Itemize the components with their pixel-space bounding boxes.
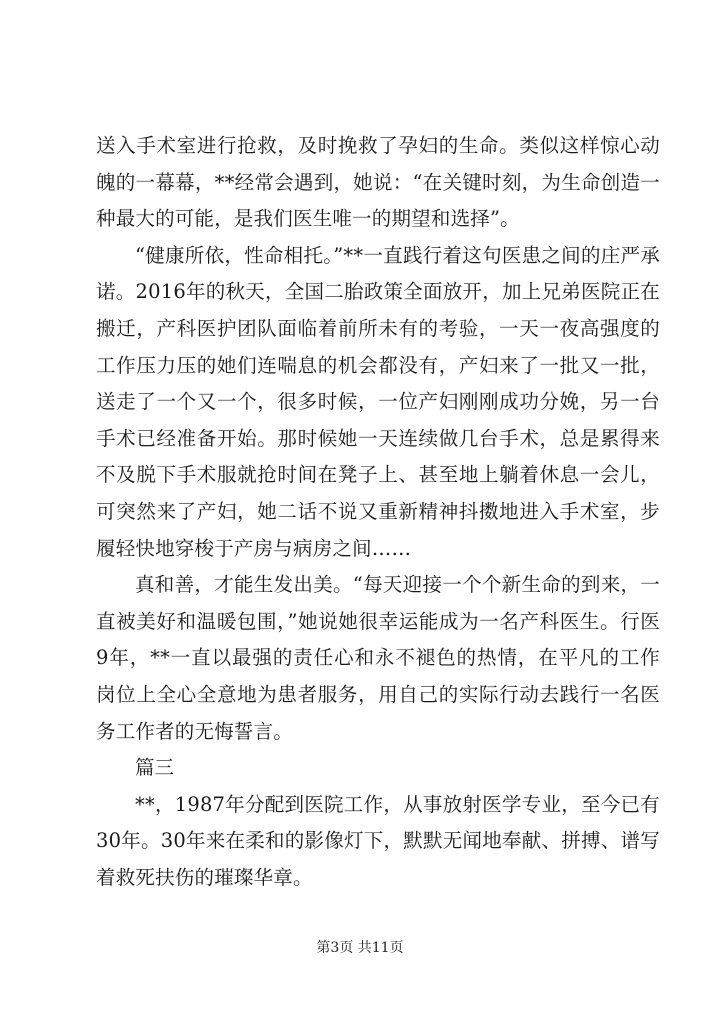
section-heading: 篇三 — [135, 756, 175, 780]
page-footer: 第3页 共11页 — [316, 940, 404, 956]
paragraph-beauty: 真和善，才能生发出美。“每天迎接一个个新生命的到来，一直被美好和温暖包围，”她说她很幸运能成为一名产科医生。行医9年，**一直以最强的责任心和永不褪色的热情，在平凡的工作岗位上全心全意地为患者服务，用自己的实际行动去践行一名医务工作者的无悔誓言。 — [96, 573, 660, 743]
paragraph-continuation: 送入手术室进行抢救，及时挽救了孕妇的生命。类似这样惊心动魄的一幕幕，**经常会遇到，她说：“在关键时刻，为生命创造一种最大的可能，是我们医生唯一的期望和选择”。 — [96, 134, 660, 231]
paragraph-radiology: **，1987年分配到医院工作，从事放射医学专业，至今已有30年。30年来在柔和的影像灯下，默默无闻地奉献、拼搏、谱写着救死扶伤的璀璨华章。 — [96, 792, 660, 889]
paragraph-commitment: “健康所依，性命相托。”**一直践行着这句医患之间的庄严承诺。2016年的秋天，全国二胎政策全面放开，加上兄弟医院正在搬迁，产科医护团队面临着前所未有的考验，一天一夜高强度的工作压力压的她们连喘息的机会都没有，产妇来了一批又一批，送走了一个又一个，很多时候，一位产妇刚刚成功分娩，另一台手术已经准备开始。那时候她一天连续做几台手术，总是累得来不及脱下手术服就抢时间在凳子上、甚至地上躺着休息一会儿，可突然来了产妇，她二话不说又重新精神抖擞地进入手术室，步履轻快地穿梭于产房与病房之间…… — [96, 243, 660, 560]
document-body — [96, 128, 660, 896]
